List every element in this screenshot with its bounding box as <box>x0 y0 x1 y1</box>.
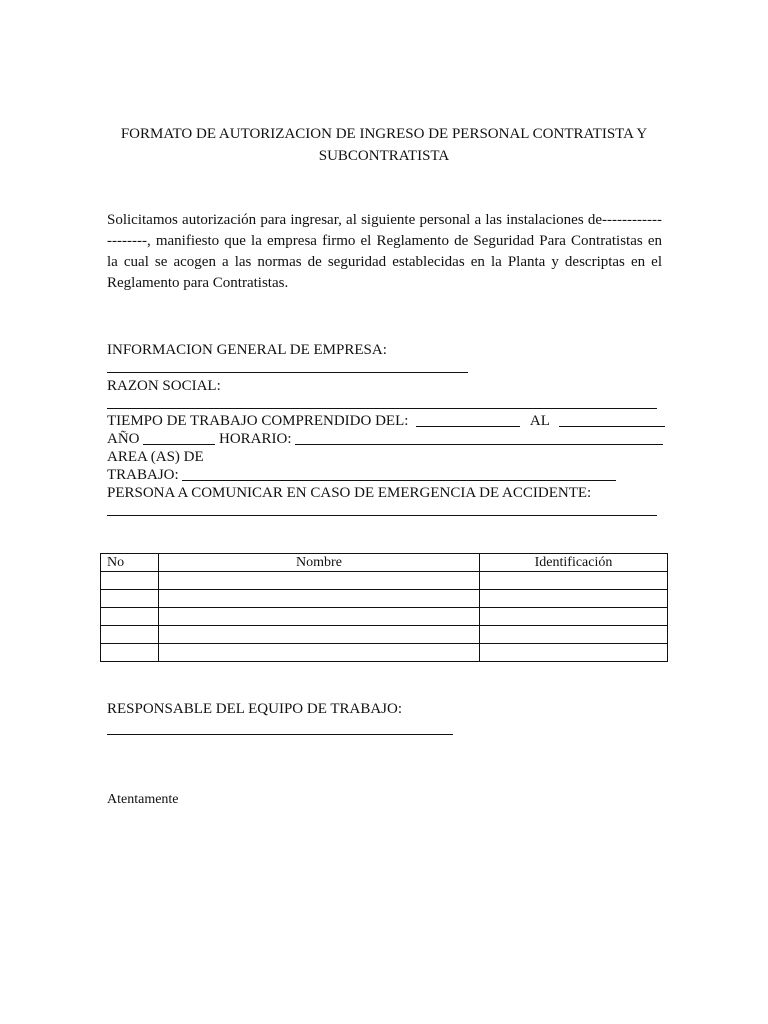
cell-nombre[interactable] <box>159 590 480 608</box>
tiempo-hasta-input[interactable] <box>559 426 665 427</box>
anio-input[interactable] <box>143 444 215 445</box>
document-title-line-1: FORMATO DE AUTORIZACION DE INGRESO DE PERSONAL CONTRATISTA Y <box>120 126 648 142</box>
cell-identificacion[interactable] <box>480 590 668 608</box>
cell-nombre[interactable] <box>159 572 480 590</box>
horario-input[interactable] <box>295 444 663 445</box>
column-header-identificacion: Identificación <box>480 554 668 572</box>
tiempo-desde-input[interactable] <box>416 426 520 427</box>
intro-line: la cual se acogen a las normas de seguridad establecidas en la Planta y descriptas en el <box>107 254 662 270</box>
cell-identificacion[interactable] <box>480 626 668 644</box>
emergencia-input-line[interactable] <box>107 515 657 516</box>
cell-no[interactable] <box>101 590 159 608</box>
closing-text: Atentamente <box>107 792 179 807</box>
column-header-no: No <box>101 554 159 572</box>
cell-nombre[interactable] <box>159 626 480 644</box>
column-header-nombre: Nombre <box>159 554 480 572</box>
emergencia-label: PERSONA A COMUNICAR EN CASO DE EMERGENCIA DE ACCIDENTE: <box>107 485 592 501</box>
cell-identificacion[interactable] <box>480 644 668 662</box>
al-label: AL <box>529 413 550 429</box>
empresa-input-line[interactable] <box>107 372 468 373</box>
cell-no[interactable] <box>101 608 159 626</box>
table-row <box>101 644 668 662</box>
area-trabajo-row <box>107 466 616 484</box>
intro-paragraph <box>107 210 662 294</box>
cell-no[interactable] <box>101 626 159 644</box>
cell-no[interactable] <box>101 572 159 590</box>
cell-nombre[interactable] <box>159 644 480 662</box>
tiempo-label: TIEMPO DE TRABAJO COMPRENDIDO DEL: <box>107 413 409 429</box>
table-header-row <box>101 554 668 572</box>
anio-horario-row <box>107 430 663 448</box>
area-label: AREA (AS) DE <box>107 449 204 465</box>
anio-label: AÑO <box>107 431 140 447</box>
cell-nombre[interactable] <box>159 608 480 626</box>
table-row <box>101 590 668 608</box>
intro-line: Reglamento para Contratistas. <box>107 275 289 291</box>
razon-social-input-line[interactable] <box>107 408 657 409</box>
empresa-label: INFORMACION GENERAL DE EMPRESA: <box>107 342 387 358</box>
responsable-label: RESPONSABLE DEL EQUIPO DE TRABAJO: <box>107 701 403 717</box>
horario-label: HORARIO: <box>219 431 292 447</box>
table-row <box>101 626 668 644</box>
cell-no[interactable] <box>101 644 159 662</box>
cell-identificacion[interactable] <box>480 572 668 590</box>
tiempo-trabajo-row <box>107 412 665 430</box>
razon-social-label: RAZON SOCIAL: <box>107 378 221 394</box>
table-row <box>101 572 668 590</box>
intro-line: Solicitamos autorización para ingresar, al siguiente personal a las instalaciones de------------ <box>107 212 662 228</box>
area-trabajo-input[interactable] <box>182 480 616 481</box>
intro-line: --------, manifiesto que la empresa firmo el Reglamento de Seguridad Para Contratistas en <box>107 233 662 249</box>
trabajo-label: TRABAJO: <box>107 467 179 483</box>
cell-identificacion[interactable] <box>480 608 668 626</box>
table-row <box>101 608 668 626</box>
personal-table <box>100 553 668 662</box>
document-title-line-2: SUBCONTRATISTA <box>318 148 450 164</box>
responsable-input-line[interactable] <box>107 734 453 735</box>
